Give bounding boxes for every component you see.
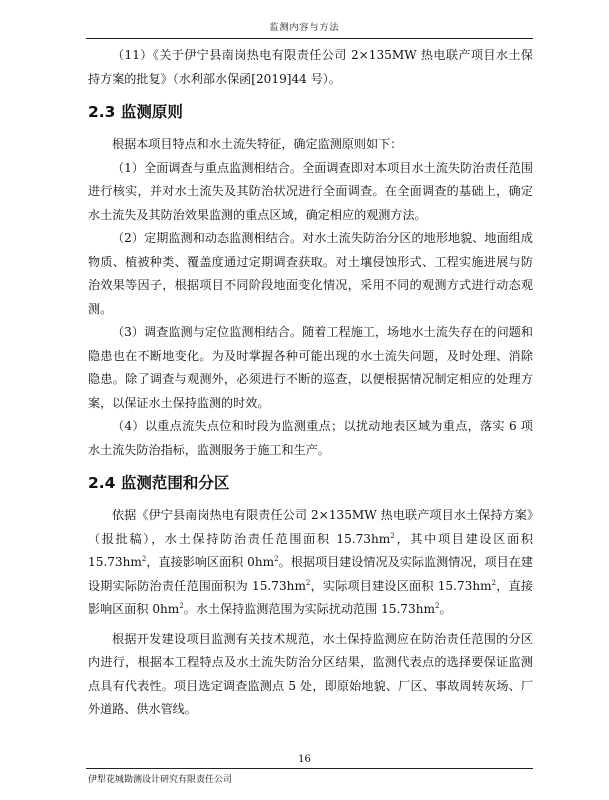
page-content — [88, 44, 533, 722]
scope-paragraph: 依据《伊宁县南岗热电有限责任公司 2×135MW 热电联产项目水土保持方案》（报批稿），水土保持防治责任范围面积 $15.73hm^2$，其中项目建设区面积 $15.73hm^2$，直接影响区面积 $0hm^2$。根据项目建设情况及实际监测情况，项目在建设期实际防治责任范围面积为 $15.73hm^2$，实际项目建设区面积 $15.73hm^2$，直接影响区面积 $0hm^2$。水土保持监测范围为实际扰动范围 $15.73hm^2$。 — [88, 508, 533, 616]
principle-item-3: （3）调查监测与定位监测相结合。随着工程施工，场地水土流失存在的问题和隐患也在不断地变化。为及时掌握各种可能出现的水土流失问题，及时处理、消除隐患。除了调查与观测外，必须进行不断的巡查，以便根据情况制定相应的处理方案，以保证水土保持监测的时效。 — [88, 325, 533, 410]
footer-company: 伊犁花城勘测设计研究有限责任公司 — [88, 775, 233, 785]
principle-item-2: （2）定期监测和动态监测相结合。对水土流失防治分区的地形地貌、地面组成物质、植被种类、覆盖度通过定期调查获取。对土壤侵蚀形式、工程实施进展与防治效果等因子，根据项目不同阶段地面变化情况，采用不同的观测方式进行动态观测。 — [88, 231, 533, 316]
principle-item-1: （1）全面调查与重点监测相结合。全面调查即对本项目水土流失防治责任范围进行核实，并对水土流失及其防治状况进行全面调查。在全面调查的基础上，确定水土流失及其防治效果监测的重点区域，确定相应的观测方法。 — [88, 160, 533, 222]
header-rule — [86, 38, 533, 39]
section-heading-2-3: 2.3 监测原则 — [88, 103, 183, 121]
section-2-3-intro: 根据本项目特点和水土流失特征，确定监测原则如下： — [112, 137, 403, 151]
monitoring-points-paragraph: 根据开发建设项目监测有关技术规范，水土保持监测应在防治责任范围的分区内进行，根据本工程特点及水土流失防治分区结果，监测代表点的选择要保证监测点具有代表性。项目选定调查监测点 5 处，即原始地貌、厂区、事故周转灰场、厂外道路、供水管线。 — [88, 631, 533, 716]
reference-item-11: （11）《关于伊宁县南岗热电有限责任公司 2×135MW 热电联产项目水土保持方案的批复》（水利部水保函[2019]44 号）。 — [88, 48, 533, 86]
section-heading-2-4: 2.4 监测范围和分区 — [88, 474, 230, 492]
page-number: 16 — [298, 754, 311, 765]
footer-rule — [86, 768, 533, 769]
principle-item-4: （4）以重点流失点位和时段为监测重点；以扰动地表区域为重点，落实 6 项水土流失防治指标，监测服务于施工和生产。 — [88, 419, 533, 457]
running-header: 监测内容与方法 — [269, 23, 340, 33]
